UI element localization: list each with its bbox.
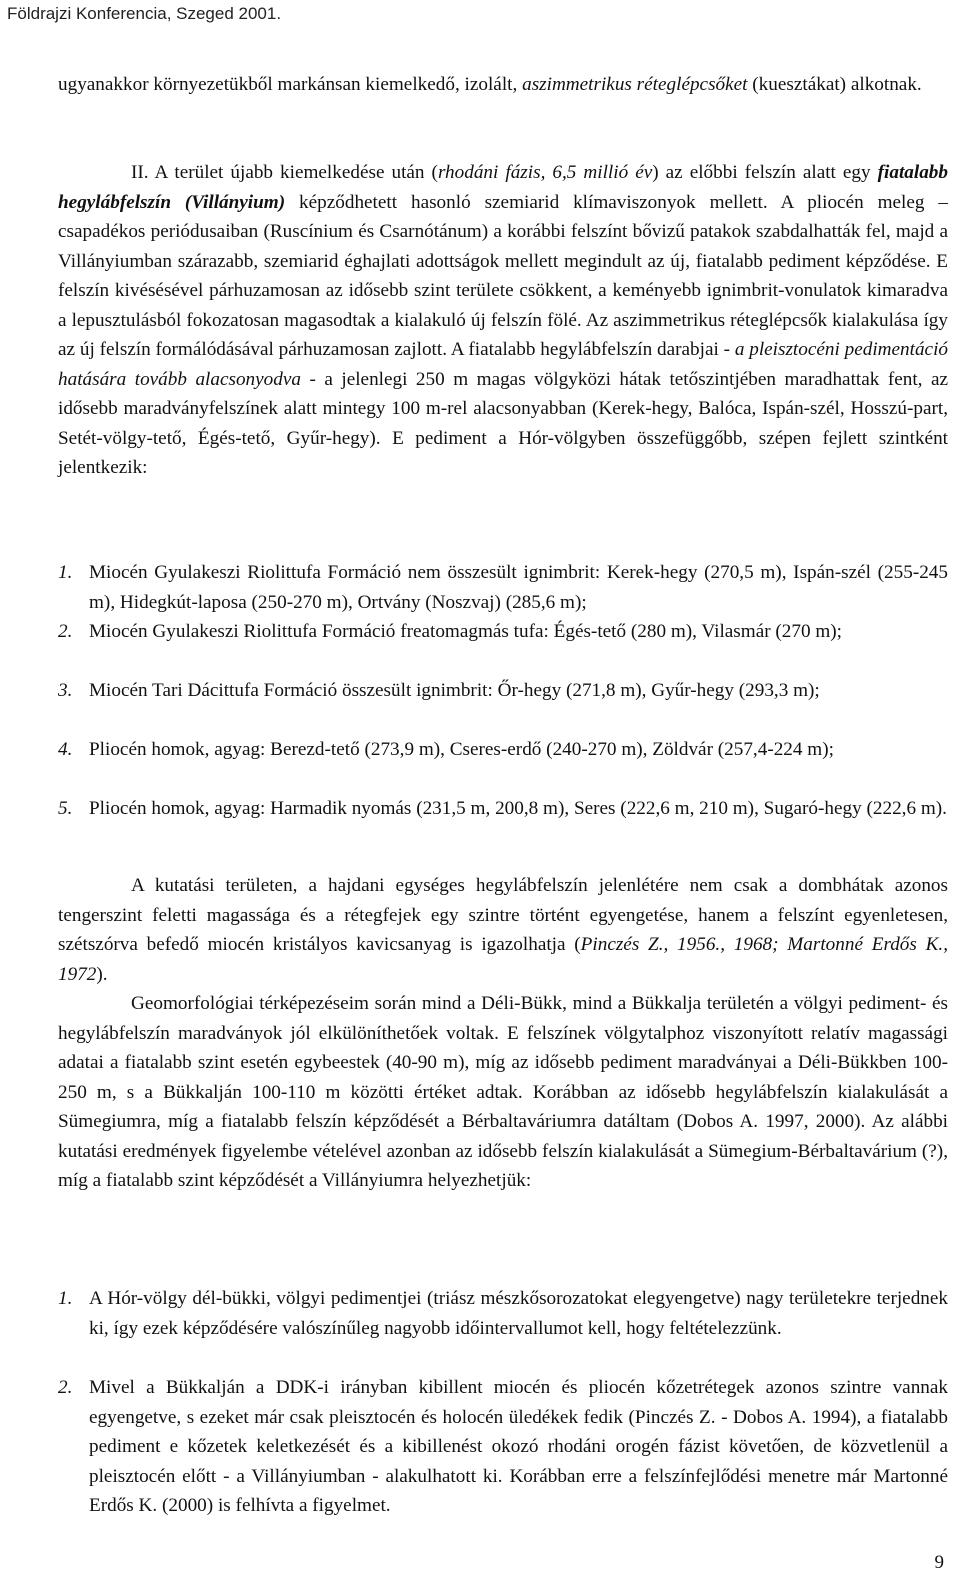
list-item — [58, 735, 948, 765]
text-run: Geomorfológiai térképezéseim során mind a Déli-Bükk, mind a Bükkalja területén a völgyi pediment- és hegylábfelszín maradványok jól elkülöníthetőek voltak. E felszínek völgytalphoz viszonyított relatív magassági adatai a fiatalabb szint esetén egybeestek (40-90 m), míg az idősebb pediment maradványai a Déli-Bükkben 100-250 m, s a Bükkalján 100-110 m közötti értéket adtak. Korábban az idősebb hegylábfelszín kialakulását a Sümegiumra, míg a fiatalabb felszín képződését a Bérbaltaváriumra datáltam (Dobos A. 1997, 2000). Az alábbi kutatási eredmények figyelembe vételével azonban az idősebb felszín kialakulását a Sümegium-Bérbaltavárium (?), míg a fiatalabb szint képződését a Villányiumra helyezhetjük: — [58, 993, 948, 1191]
paragraph-section-ii — [58, 158, 948, 483]
paragraph-research-area — [58, 871, 948, 989]
list-number: 3. — [58, 680, 73, 701]
list-text: Miocén Tari Dácittufa Formáció összesült ignimbrit: Őr-hegy (271,8 m), Gyűr-hegy (293,3 m); — [89, 680, 820, 701]
list-number: 1. — [58, 562, 73, 583]
italic-run: a pleisztocéni pedimentáció hatására tovább alacsonyodva — [58, 339, 948, 390]
list-number: 2. — [58, 621, 73, 642]
list-text: Mivel a Bükkalján a DDK-i irányban kibillent miocén és pliocén kőzetrétegek azonos szintre vannak egyengetve, s ezeket már csak pleisztocén és holocén üledékek fedik (Pinczés Z. - Dobos A. 1994), a fiatalabb pediment e kőzetek keletkezését és a kibillenést okozó rhodáni orogén fázist követően, de közvetlenül a pleisztocén előtt - a Villányiumban - alakulhatott ki. Korábban erre a felszínfejlődési menetre már Martonné Erdős K. (2000) is felhívta a figyelmet. — [89, 1377, 948, 1516]
list-number: 1. — [58, 1288, 73, 1309]
italic-run: Pinczés Z., 1956., 1968; Martonné Erdős K., 1972 — [58, 934, 948, 985]
text-run: II. A terület újabb kiemelkedése után ( — [131, 162, 438, 183]
paragraph-geomorphology — [58, 989, 948, 1196]
list-item — [58, 558, 948, 617]
list-text: Miocén Gyulakeszi Riolittufa Formáció freatomagmás tufa: Égés-tető (280 m), Vilasmár (270 m); — [89, 621, 843, 642]
text-run: ugyanakkor környezetükből markánsan kiemelkedő, izolált, — [58, 74, 523, 95]
list-text: A Hór-völgy dél-bükki, völgyi pedimentjei (triász mészkősorozatokat elegyengetve) nagy területekre terjednek ki, így ezek képződésére valószínűleg nagyobb időintervallumot kell, hogy feltételezzünk. — [89, 1288, 948, 1339]
page-number: 9 — [934, 1552, 944, 1573]
list-item — [58, 1373, 948, 1521]
bold-italic-run: fiatalabb hegylábfelszín (Villányium) — [58, 162, 948, 213]
list-item — [58, 617, 948, 647]
list-number: 5. — [58, 798, 73, 819]
text-run: ) az előbbi felszín alatt egy — [652, 162, 878, 183]
list-text: Pliocén homok, agyag: Harmadik nyomás (231,5 m, 200,8 m), Seres (222,6 m, 210 m), Sugaró-hegy (222,6 m). — [89, 798, 947, 819]
running-header: Földrajzi Konferencia, Szeged 2001. — [7, 4, 282, 23]
list-text: Pliocén homok, agyag: Berezd-tető (273,9 m), Cseres-erdő (240-270 m), Zöldvár (257,4-224 m); — [89, 739, 834, 760]
list-number: 2. — [58, 1377, 73, 1398]
text-run: (kuesztákat) alkotnak. — [747, 74, 922, 95]
list-text: Miocén Gyulakeszi Riolittufa Formáció nem összesült ignimbrit: Kerek-hegy (270,5 m), Ispán-szél (255-245 m), Hidegkút-laposa (250-270 m), Ortvány (Noszvaj) (285,6 m); — [89, 562, 948, 613]
list-item — [58, 794, 948, 824]
list-number: 4. — [58, 739, 73, 760]
list-item — [58, 1284, 948, 1343]
paragraph-intro — [58, 70, 948, 100]
text-run: képződhetett hasonló szemiarid klímaviszonyok mellett. A pliocén meleg – csapadékos periódusaiban (Ruscínium és Csarnótánum) a korábbi felszínt bővizű patakok szabdalhatták fel, majd a Villányiumban szárazabb, szemiarid éghajlati adottságok mellett megindult az új, fiatalabb pediment képződése. E felszín kivésésével párhuzamosan az idősebb szint területe csökkent, a keményebb ignimbrit-vonulatok kimaradva a lepusztulásból fokozatosan magasodtak a kialakuló új felszín fölé. Az aszimmetrikus réteglépcsők kialakulása így az új felszín formálódásával párhuzamosan zajlott. A fiatalabb hegylábfelszín darabjai - — [58, 191, 948, 360]
italic-run: aszimmetrikus réteglépcsőket — [522, 74, 748, 95]
text-run: ). — [96, 963, 108, 985]
text-run: A kutatási területen, a hajdani egységes hegylábfelszín jelenlétére nem csak a dombhátak azonos tengerszint feletti magassága és a rétegfejek egy szintre történt egyengetése, hanem a felszínt egyenletesen, szétszórva befedő miocén kristályos kavicsanyag is igazolhatja ( — [58, 875, 948, 955]
list-item — [58, 676, 948, 706]
italic-run: rhodáni fázis, 6,5 millió év — [437, 162, 653, 183]
text-run: - a jelenlegi 250 m magas völgyközi hátak tetőszintjében maradhattak fent, az idősebb maradványfelszínek alatt mintegy 100 m-rel alacsonyabban (Kerek-hegy, Balóca, Ispán-szél, Hosszú-part, Setét-völgy-tető, Égés-tető, Gyűr-hegy). E pediment a Hór-völgyben összefüggőbb, szépen fejlett szintként jelentkezik: — [58, 368, 948, 478]
